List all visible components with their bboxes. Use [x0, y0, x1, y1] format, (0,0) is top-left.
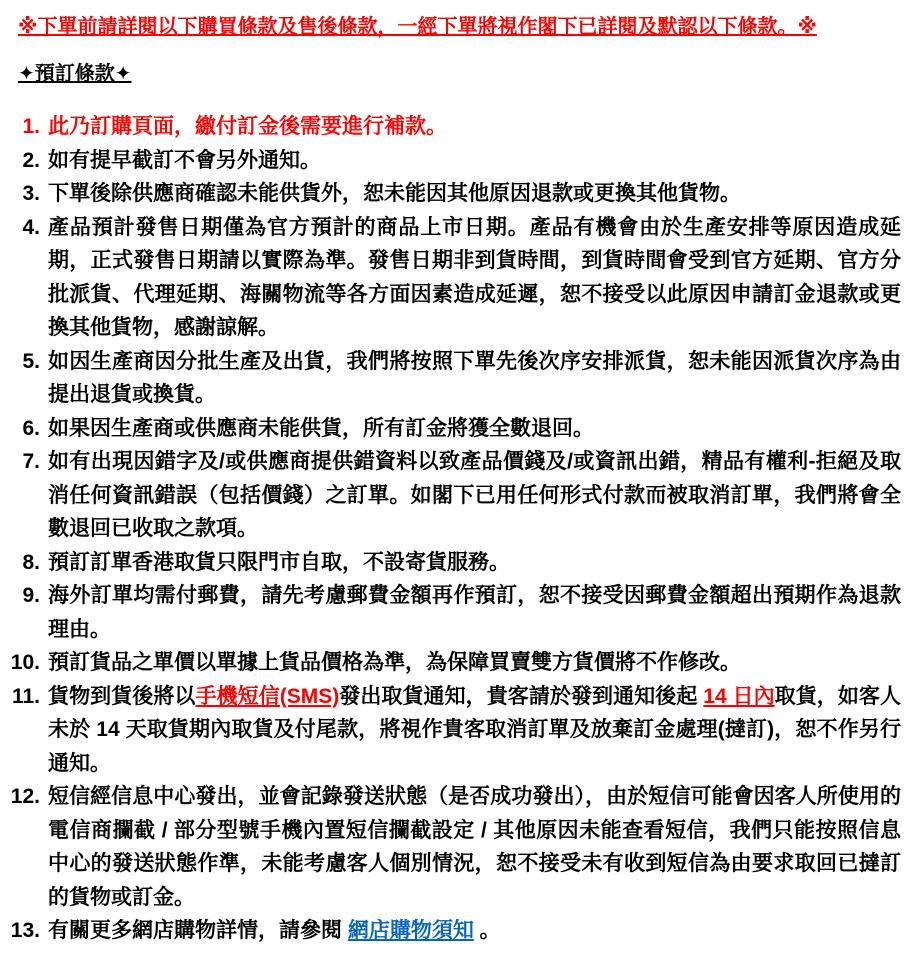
term-number: 11.	[11, 684, 40, 708]
term-text: 如有出現因錯字及/或供應商提供錯資料以致產品價錢及/或資訊出錯，精品有權利-拒絕及取消任何資訊錯誤（包括價錢）之訂單。如閣下已用任何形式付款而被取消訂單，我們將會全數退回已收取之款項。	[48, 450, 901, 540]
page-title: ※下單前請詳閱以下購買條款及售後條款，一經下單將視作閣下已詳閱及默認以下條款。※	[18, 16, 817, 38]
term-number: 6.	[22, 416, 40, 440]
term-number: 8.	[22, 550, 40, 574]
term-text: 此乃訂購頁面，繳付訂金後需要進行補款。	[48, 115, 447, 138]
term-number: 10.	[10, 651, 40, 674]
term-text-segment: 貨物到貨後將以	[48, 684, 196, 708]
term-item-11	[10, 680, 901, 781]
term-text-segment: 取貨，如客人未於 14 天取貨期內取貨及付尾款，將視作貴客取消訂單及放棄訂金處理(撻訂)，恕不作另行通知。	[48, 684, 901, 775]
section-heading-preorder-terms: ✦預訂條款✦	[18, 63, 132, 85]
term-number: 12.	[10, 785, 40, 808]
term-text	[48, 914, 901, 948]
term-item-4	[10, 211, 901, 345]
term-number: 7.	[22, 450, 40, 473]
term-item-12	[10, 780, 901, 914]
term-text: 海外訂單均需付郵費，請先考慮郵費金額再作預訂，恕不接受因郵費金額超出預期作為退款理由。	[48, 584, 901, 641]
term-item-8	[10, 546, 901, 580]
term-item-3	[10, 177, 901, 211]
term-text: 如果因生產商或供應商未能供貨，所有訂金將獲全數退回。	[48, 416, 594, 440]
term-item-5	[10, 345, 901, 412]
term-text: 短信經信息中心發出，並會記錄發送狀態（是否成功發出），由於短信可能會因客人所使用的電信商攔截 / 部分型號手機內置短信攔截設定 / 其他原因未能查看短信，我們只能按照信息中心的發送狀態作準，未能考慮客人個別情況，恕不接受未有收到短信為由要求取回已撻訂的貨物或訂金。	[48, 785, 901, 909]
term-item-10	[10, 646, 901, 680]
term-number: 1.	[22, 115, 40, 138]
term-text: 下單後除供應商確認未能供貨外，恕未能因其他原因退款或更換其他貨物。	[48, 182, 741, 205]
term-text: 如有提早截訂不會另外通知。	[48, 148, 321, 172]
term-item-6	[10, 412, 901, 446]
term-text-segment: 有關更多網店購物詳情，請參閱	[48, 919, 348, 942]
term-text-segment: 。	[473, 919, 501, 942]
sms-highlight: 手機短信(SMS)	[195, 684, 340, 708]
term-number: 9.	[22, 584, 40, 607]
term-text	[48, 680, 901, 781]
term-item-9	[10, 579, 901, 646]
term-number: 2.	[22, 148, 40, 172]
term-item-7	[10, 445, 901, 546]
term-item-2	[10, 144, 901, 178]
pickup-deadline-highlight: 14 日內	[703, 684, 775, 708]
term-number: 13.	[10, 919, 40, 942]
term-item-13	[10, 914, 901, 948]
online-shop-guide-link[interactable]: 網店購物須知	[347, 919, 474, 942]
term-text-segment: 發出取貨通知，貴客請於發到通知後起	[339, 684, 704, 708]
term-text: 產品預計發售日期僅為官方預計的商品上市日期。產品有機會由於生產安排等原因造成延期，正式發售日期請以實際為準。發售日期非到貨時間，到貨時間會受到官方延期、官方分批派貨、代理延期、海關物流等各方面因素造成延遲，恕不接受以此原因申請訂金退款或更換其他貨物，感謝諒解。	[48, 215, 901, 339]
term-item-1	[10, 110, 901, 144]
term-number: 4.	[22, 215, 40, 239]
term-text: 預訂貨品之單價以單據上貨品價格為準，為保障買賣雙方貨價將不作修改。	[48, 651, 741, 674]
term-number: 5.	[22, 349, 40, 373]
terms-list	[10, 110, 901, 948]
term-text: 預訂訂單香港取貨只限門市自取，不設寄貨服務。	[48, 550, 510, 574]
term-text: 如因生產商因分批生產及出貨，我們將按照下單先後次序安排派貨，恕未能因派貨次序為由提出退貨或換貨。	[48, 349, 901, 406]
term-number: 3.	[22, 182, 40, 205]
